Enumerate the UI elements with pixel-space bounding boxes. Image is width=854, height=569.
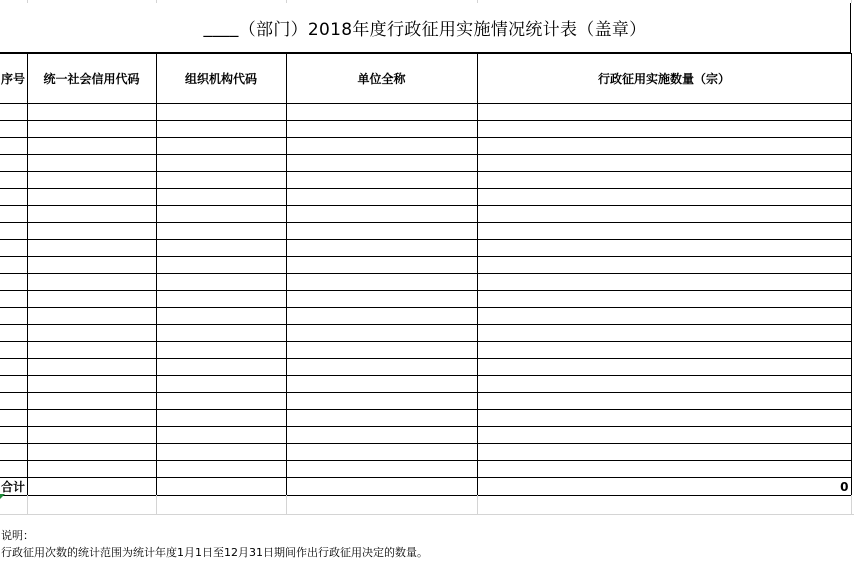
unit-name-cell[interactable] [286,121,477,138]
table-row [0,410,851,427]
count-cell[interactable] [477,325,851,342]
seq-cell[interactable] [0,240,27,257]
unit-name-cell[interactable] [286,308,477,325]
org-code-cell[interactable] [156,325,286,342]
header-count[interactable]: 行政征用实施数量（宗） [477,54,851,104]
table-row [0,444,851,461]
unit-name-cell[interactable] [286,138,477,155]
unit-name-cell[interactable] [286,325,477,342]
unit-name-cell[interactable] [286,274,477,291]
seq-cell[interactable] [0,342,27,359]
seq-cell[interactable] [0,291,27,308]
count-cell[interactable] [477,206,851,223]
table-row [0,274,851,291]
org-code-cell[interactable] [156,138,286,155]
org-code-cell[interactable] [156,342,286,359]
table-row [0,138,851,155]
credit-code-cell[interactable] [27,393,156,410]
count-cell[interactable] [477,223,851,240]
org-code-cell[interactable] [156,461,286,478]
credit-code-cell[interactable] [27,121,156,138]
org-code-cell[interactable] [156,274,286,291]
table-row [0,172,851,189]
sheet-title[interactable] [0,3,851,53]
note-text[interactable]: 行政征用次数的统计范围为统计年度1月1日至12月31日期间作出行政征用决定的数量。 [1,546,428,559]
seq-cell[interactable] [0,138,27,155]
table-row [0,121,851,138]
unit-name-cell[interactable] [286,172,477,189]
credit-code-cell[interactable] [27,342,156,359]
credit-code-cell[interactable] [27,223,156,240]
unit-name-cell[interactable] [286,189,477,206]
table-row [0,189,851,206]
credit-code-cell[interactable] [27,359,156,376]
table-row [0,223,851,240]
table-row [0,325,851,342]
credit-code-cell[interactable] [27,104,156,121]
credit-code-cell[interactable] [27,427,156,444]
count-cell[interactable] [477,376,851,393]
table-row [0,376,851,393]
credit-code-cell[interactable] [27,206,156,223]
count-cell[interactable] [477,172,851,189]
org-code-cell[interactable] [156,393,286,410]
credit-code-cell[interactable] [27,138,156,155]
count-cell[interactable] [477,189,851,206]
table-row [0,342,851,359]
total-unit-name-cell[interactable] [286,478,477,496]
count-cell[interactable] [477,104,851,121]
org-code-cell[interactable] [156,444,286,461]
unit-name-cell[interactable] [286,342,477,359]
unit-name-cell[interactable] [286,240,477,257]
credit-code-cell[interactable] [27,291,156,308]
total-row [0,478,851,496]
org-code-cell[interactable] [156,291,286,308]
seq-cell[interactable] [0,393,27,410]
total-count-cell[interactable]: 0 [477,478,851,496]
seq-cell[interactable] [0,189,27,206]
credit-code-cell[interactable] [27,444,156,461]
org-code-cell[interactable] [156,121,286,138]
header-row [0,54,851,104]
org-code-cell[interactable] [156,155,286,172]
seq-cell[interactable] [0,257,27,274]
table-row [0,155,851,172]
unit-name-cell[interactable] [286,257,477,274]
org-code-cell[interactable] [156,223,286,240]
credit-code-cell[interactable] [27,274,156,291]
org-code-cell[interactable] [156,308,286,325]
title-text: （部门）2018年度行政征用实施情况统计表（盖章） [238,20,647,40]
org-code-cell[interactable] [156,189,286,206]
org-code-cell[interactable] [156,427,286,444]
seq-cell[interactable] [0,461,27,478]
count-cell[interactable] [477,257,851,274]
count-cell[interactable] [477,155,851,172]
credit-code-cell[interactable] [27,172,156,189]
count-cell[interactable] [477,461,851,478]
header-unit-name[interactable]: 单位全称 [286,54,477,104]
count-cell[interactable] [477,427,851,444]
count-cell[interactable] [477,240,851,257]
unit-name-cell[interactable] [286,427,477,444]
unit-name-cell[interactable] [286,444,477,461]
statistics-table [0,53,852,496]
count-cell[interactable] [477,138,851,155]
seq-cell[interactable] [0,359,27,376]
table-row [0,104,851,121]
count-cell[interactable] [477,444,851,461]
credit-code-cell[interactable] [27,325,156,342]
org-code-cell[interactable] [156,172,286,189]
credit-code-cell[interactable] [27,308,156,325]
seq-cell[interactable] [0,172,27,189]
table-row [0,291,851,308]
org-code-cell[interactable] [156,104,286,121]
table-row [0,359,851,376]
table-row [0,206,851,223]
count-cell[interactable] [477,342,851,359]
unit-name-cell[interactable] [286,291,477,308]
credit-code-cell[interactable] [27,189,156,206]
seq-cell[interactable] [0,444,27,461]
table-row [0,393,851,410]
seq-cell[interactable] [0,155,27,172]
count-cell[interactable] [477,274,851,291]
org-code-cell[interactable] [156,359,286,376]
org-code-cell[interactable] [156,376,286,393]
count-cell[interactable] [477,121,851,138]
table-row [0,308,851,325]
total-org-code-cell[interactable] [156,478,286,496]
total-credit-code-cell[interactable] [27,478,156,496]
unit-name-cell[interactable] [286,461,477,478]
unit-name-cell[interactable] [286,155,477,172]
table-row [0,257,851,274]
count-cell[interactable] [477,359,851,376]
unit-name-cell[interactable] [286,393,477,410]
table-row [0,240,851,257]
seq-cell[interactable] [0,376,27,393]
count-cell[interactable] [477,393,851,410]
table-row [0,461,851,478]
title-department-blank: ____ [203,17,239,38]
unit-name-cell[interactable] [286,206,477,223]
credit-code-cell[interactable] [27,461,156,478]
credit-code-cell[interactable] [27,376,156,393]
credit-code-cell[interactable] [27,410,156,427]
credit-code-cell[interactable] [27,155,156,172]
org-code-cell[interactable] [156,257,286,274]
seq-cell[interactable] [0,223,27,240]
header-org-code[interactable]: 组织机构代码 [156,54,286,104]
credit-code-cell[interactable] [27,257,156,274]
credit-code-cell[interactable] [27,240,156,257]
count-cell[interactable] [477,410,851,427]
seq-cell[interactable] [0,104,27,121]
seq-cell[interactable] [0,206,27,223]
count-cell[interactable] [477,291,851,308]
org-code-cell[interactable] [156,240,286,257]
seq-cell[interactable] [0,274,27,291]
unit-name-cell[interactable] [286,410,477,427]
count-cell[interactable] [477,308,851,325]
total-label-cell[interactable]: 合计 [0,478,27,496]
unit-name-cell[interactable] [286,223,477,240]
header-credit-code[interactable]: 统一社会信用代码 [27,54,156,104]
unit-name-cell[interactable] [286,104,477,121]
seq-cell[interactable] [0,308,27,325]
note-heading[interactable]: 说明： [1,529,34,542]
org-code-cell[interactable] [156,410,286,427]
seq-cell[interactable] [0,427,27,444]
org-code-cell[interactable] [156,206,286,223]
seq-cell[interactable] [0,325,27,342]
seq-cell[interactable] [0,121,27,138]
table-row [0,427,851,444]
seq-cell[interactable] [0,410,27,427]
unit-name-cell[interactable] [286,359,477,376]
header-seq[interactable]: 序号 [0,54,27,104]
unit-name-cell[interactable] [286,376,477,393]
